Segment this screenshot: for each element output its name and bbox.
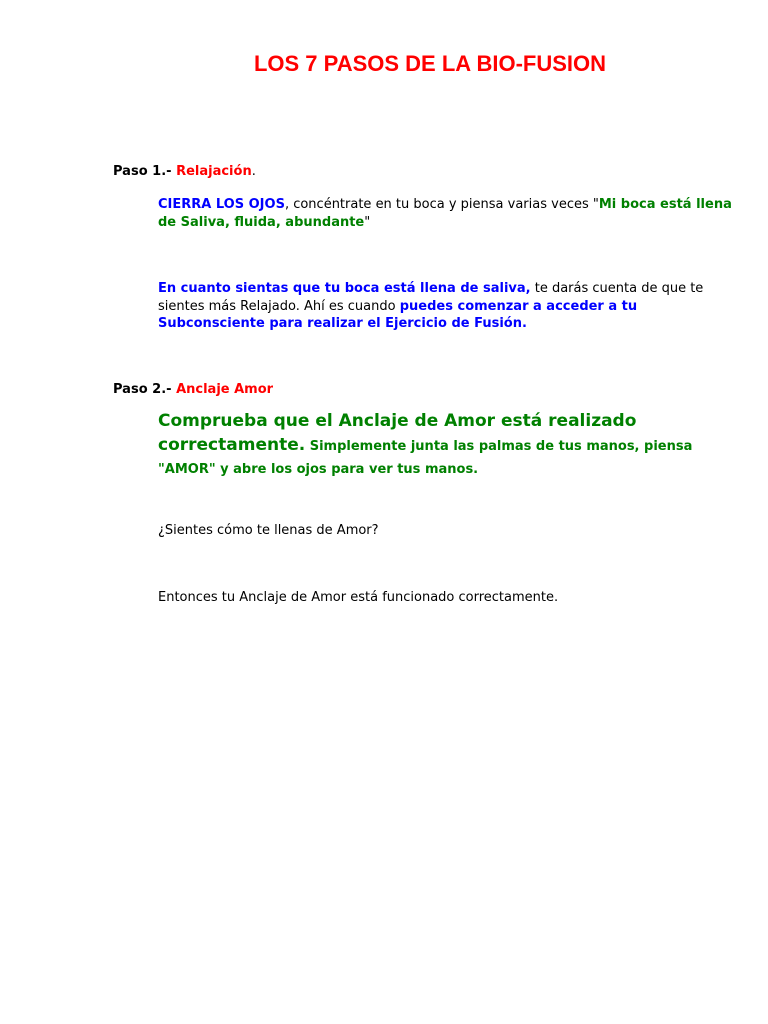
step-2-paragraph-2: ¿Sientes cómo te llenas de Amor? [158,523,379,538]
step-2-paragraph-1 [158,410,743,481]
close-eyes-instruction: CIERRA LOS OJOS [158,197,285,212]
hands-instruction: Simplemente junta las palmas de tus manos, piensa "AMOR" y abre los ojos para ver tus manos. [158,439,693,477]
saliva-affirmation: Mi boca está llena de Saliva, fluida, abundante [158,197,732,230]
step-1-name: Relajación [176,164,252,179]
step-2-heading [113,382,273,397]
subconscious-access-text: puedes comenzar a acceder a tu Subconsciente para realizar el Ejercicio de Fusión. [158,298,638,331]
step-1-p1-text: , concéntrate en tu boca y piensa varias veces " [284,197,599,212]
saliva-trigger-text: En cuanto sientas que tu boca está llena de saliva, [158,281,531,296]
step-2-paragraph-3: Entonces tu Anclaje de Amor está funcionado correctamente. [158,590,559,605]
anchor-check-text: Comprueba que el Anclaje de Amor está realizado correctamente. [158,411,637,455]
step-1-heading [113,164,256,179]
page-title: LOS 7 PASOS DE LA BIO-FUSION [253,51,607,76]
step-2-prefix: Paso 2.- [113,382,172,397]
step-1-p1-close-quote: " [364,214,371,230]
step-1-p2-text: te darás cuenta de que te sientes más Relajado. Ahí es cuando [158,281,704,314]
step-2-name: Anclaje Amor [176,382,274,397]
step-1-paragraph-1 [158,196,743,231]
step-1-prefix: Paso 1.- [113,164,172,179]
step-1-suffix: . [251,164,256,179]
step-1-paragraph-2 [158,280,743,333]
